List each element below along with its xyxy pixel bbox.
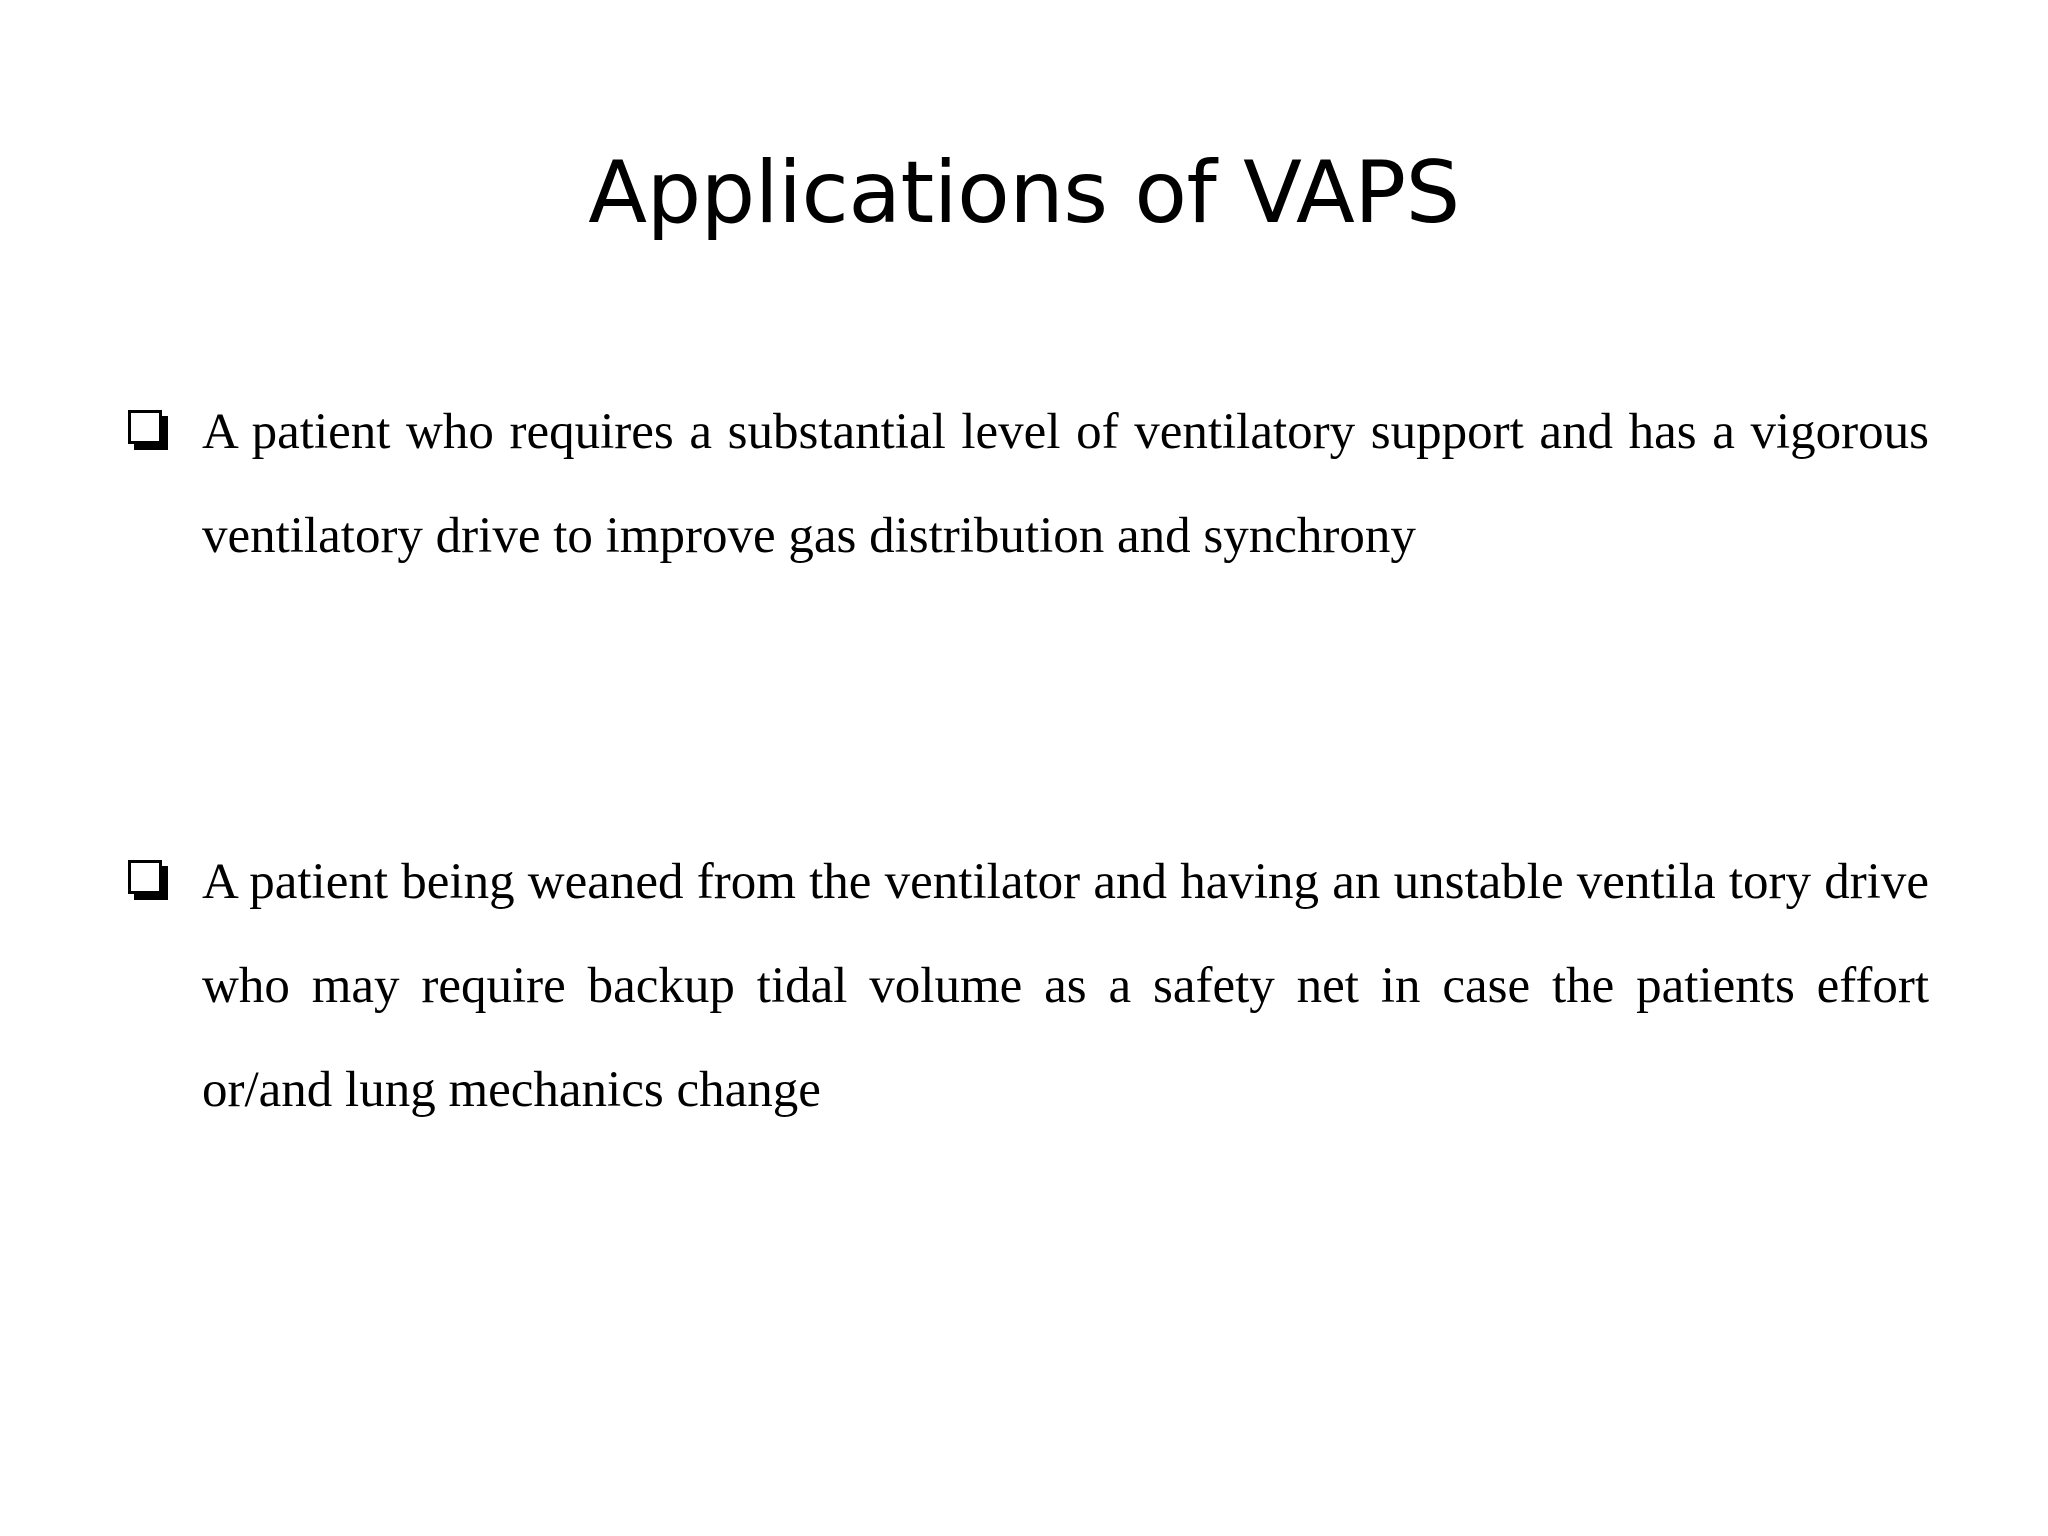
bullet-text: A patient who requires a substantial level of ventilatory support and has a vigorous ventilatory drive to improve gas distribution and synchrony	[202, 404, 1929, 564]
checkbox-icon	[128, 410, 162, 444]
slide-title: Applications of VAPS	[588, 143, 1460, 243]
bullet-text: A patient being weaned from the ventilator and having an unstable ventila tory drive who may require backup tidal volume as a safety net in case the patients effort or/and lung mechanics change	[202, 854, 1929, 1118]
checkbox-icon	[128, 860, 162, 894]
